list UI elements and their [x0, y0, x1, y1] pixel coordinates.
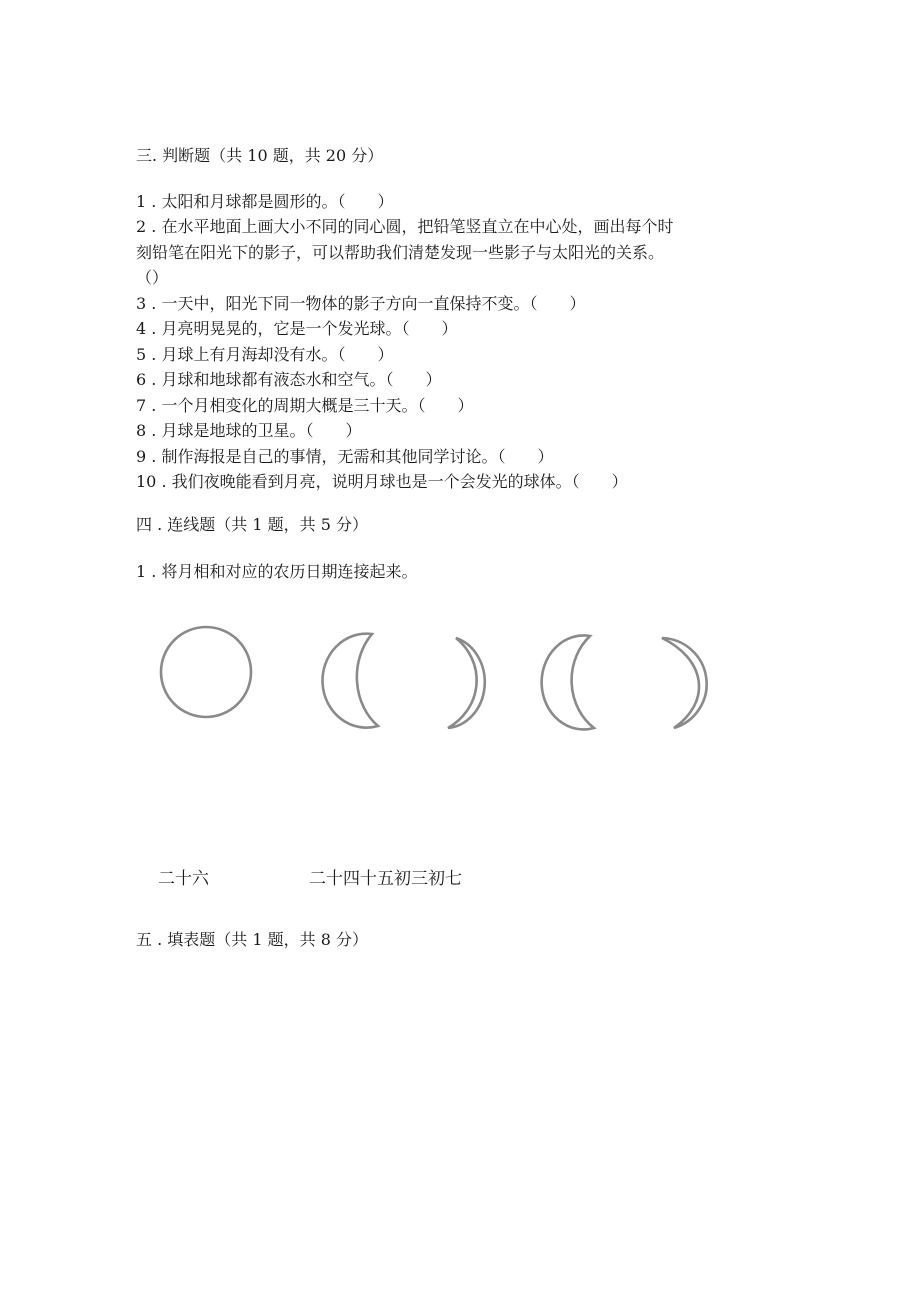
question-7: 7 . 一个月相变化的周期大概是三十天。（ ）: [136, 396, 474, 415]
moon-phase-figures: [150, 618, 730, 742]
full-moon-icon: [161, 627, 251, 717]
crescent-moon-left-icon: [323, 634, 378, 728]
question-3: 3 . 一天中，阳光下同一物体的影子方向一直保持不变。（ ）: [136, 294, 586, 313]
question-10: 10 . 我们夜晚能看到月亮，说明月球也是一个会发光的球体。（ ）: [136, 472, 628, 491]
question-4: 4 . 月亮明晃晃的，它是一个发光球。（ ）: [136, 319, 458, 338]
section-5-heading: 五 . 填表题（共 1 题，共 8 分）: [136, 930, 368, 949]
question-6: 6 . 月球和地球都有液态水和空气。（ ）: [136, 370, 442, 389]
section-3-heading: 三. 判断题（共 10 题，共 20 分）: [136, 146, 384, 165]
section-4-heading: 四 . 连线题（共 1 题，共 5 分）: [136, 515, 368, 534]
question-8: 8 . 月球是地球的卫星。（ ）: [136, 421, 362, 440]
date-label-1: 二十六: [158, 869, 209, 889]
gibbous-moon-right-icon: [662, 638, 707, 728]
crescent-moon-left-icon: [542, 635, 594, 729]
question-1: 1 . 太阳和月球都是圆形的。（ ）: [136, 192, 394, 211]
question-2-line-1: 2 . 在水平地面上画大小不同的同心圆，把铅笔竖直立在中心处，画出每个时: [136, 217, 674, 236]
question-2-line-2: 刻铅笔在阳光下的影子，可以帮助我们清楚发现一些影子与太阳光的关系。: [136, 243, 665, 262]
question-2-line-3: （）: [136, 268, 169, 287]
matching-question: 1 . 将月相和对应的农历日期连接起来。: [136, 562, 418, 581]
date-labels-2: 二十四十五初三初七: [309, 869, 462, 889]
question-5: 5 . 月球上有月海却没有水。（ ）: [136, 345, 394, 364]
question-9: 9 . 制作海报是自己的事情，无需和其他同学讨论。（ ）: [136, 447, 554, 466]
crescent-moon-right-icon: [448, 638, 485, 728]
